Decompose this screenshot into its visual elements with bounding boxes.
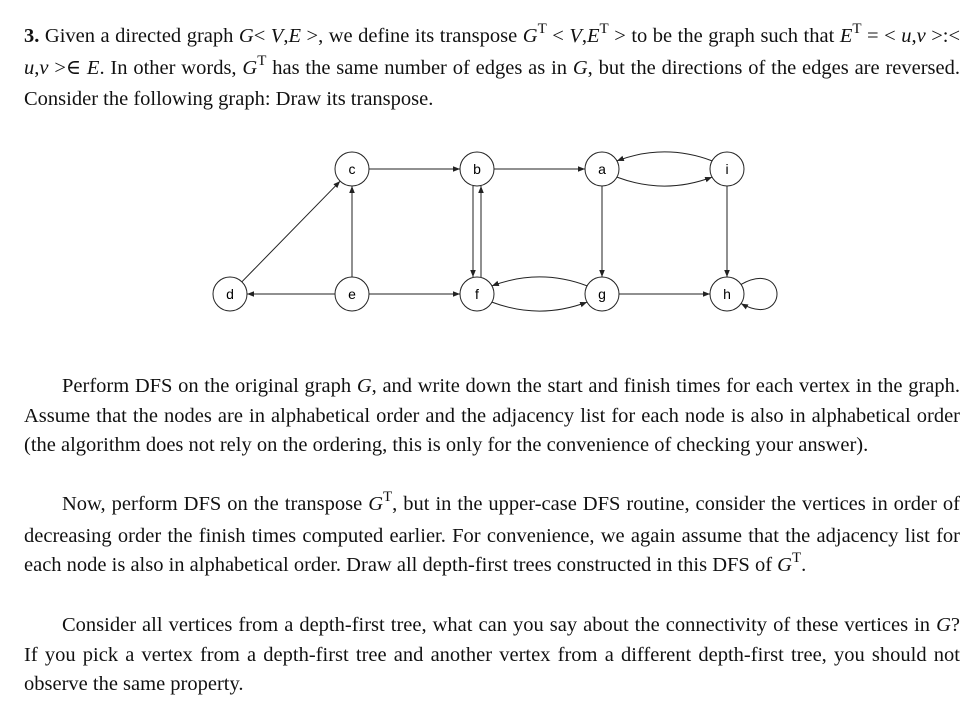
- math-lt: <: [253, 25, 266, 47]
- edge-f-to-g: [492, 302, 587, 311]
- math-lt: <: [552, 25, 564, 47]
- math-E: E: [288, 25, 301, 47]
- node-label-d: d: [226, 286, 234, 302]
- math-gt: >: [931, 25, 943, 47]
- math-E: E: [86, 56, 100, 79]
- math-u: u: [24, 56, 35, 79]
- node-b: [460, 152, 494, 186]
- math-V: V: [270, 25, 284, 47]
- node-label-b: b: [473, 161, 481, 177]
- math-lt: <: [884, 25, 896, 47]
- edge-h-to-h: [741, 278, 777, 309]
- math-sup-T: T: [599, 21, 609, 37]
- math-G: G: [238, 25, 254, 47]
- math-sup-T: T: [791, 550, 802, 566]
- node-d: [213, 277, 247, 311]
- text: has the same number of edges as in: [266, 56, 573, 79]
- math-comma: ,: [581, 25, 588, 47]
- node-g: [585, 277, 619, 311]
- edge-a-to-i: [617, 177, 712, 186]
- math-v: v: [39, 56, 49, 79]
- math-comma: ,: [34, 56, 40, 79]
- text: ? If you pick a vertex from a depth-first tree and another vertex from a different depth-first tree, you should not observe the same property.: [24, 614, 960, 695]
- node-h: [710, 277, 744, 311]
- graph-nodes: [213, 152, 744, 311]
- paragraph-dfs-original: [24, 372, 960, 461]
- node-label-h: h: [723, 286, 731, 302]
- math-gt: >: [614, 25, 626, 47]
- math-sup-T: T: [852, 21, 862, 37]
- node-label-c: c: [348, 161, 356, 177]
- problem-statement: [24, 22, 960, 115]
- edge-i-to-a: [617, 152, 712, 161]
- math-E: E: [587, 25, 600, 47]
- text: Perform DFS on the original graph: [62, 375, 357, 397]
- math-G: G: [522, 25, 538, 47]
- edge-g-to-f: [492, 277, 587, 286]
- text: . In other words,: [99, 56, 243, 79]
- text: , we define its transpose: [318, 25, 523, 47]
- node-label-g: g: [598, 286, 606, 302]
- node-a: [585, 152, 619, 186]
- node-label-a: a: [598, 161, 606, 177]
- text: Given a directed graph: [44, 25, 239, 47]
- problem-number: 3.: [24, 25, 40, 47]
- math-comma: ,: [911, 25, 917, 47]
- math-gt: >: [54, 56, 66, 79]
- math-G: G: [356, 375, 372, 397]
- math-gt: >: [306, 25, 319, 47]
- math-sup-T: T: [383, 489, 393, 505]
- math-E: E: [839, 25, 853, 47]
- math-lt: <: [948, 25, 961, 47]
- math-G: G: [572, 56, 588, 79]
- graph-edges: [242, 152, 777, 311]
- math-v: v: [916, 25, 926, 47]
- node-label-f: f: [475, 286, 479, 302]
- text: to be the graph such that: [625, 25, 840, 47]
- paragraph-connectivity: [24, 611, 960, 700]
- text: Consider all vertices from a depth-first tree, what can you say about the connectivity of these vertices in: [62, 614, 937, 636]
- math-G: G: [242, 56, 258, 79]
- math-G: G: [368, 493, 383, 515]
- node-e: [335, 277, 369, 311]
- math-G: G: [777, 554, 792, 576]
- directed-graph-diagram: [190, 140, 810, 330]
- node-i: [710, 152, 744, 186]
- text: , but the directions of the edges are reversed. Consider the following graph: Draw its transpose.: [24, 56, 960, 110]
- math-sup-T: T: [257, 52, 267, 69]
- text: .: [801, 554, 807, 576]
- node-label-e: e: [348, 286, 356, 302]
- math-u: u: [901, 25, 912, 47]
- math-V: V: [569, 25, 582, 47]
- paragraph-dfs-transpose: [24, 490, 960, 583]
- math-sup-T: T: [537, 21, 547, 37]
- node-c: [335, 152, 369, 186]
- math-G: G: [936, 614, 951, 636]
- text: Now, perform DFS on the transpose: [62, 493, 369, 515]
- math-colon: :: [942, 25, 949, 47]
- node-f: [460, 277, 494, 311]
- text: , but in the upper-case DFS routine, consider the vertices in order of decreasing order the finish times computed earlier. For convenience, we again assume that the adjacency list for each node is also in alphabetical order. Draw all depth-first trees constructed in this DFS of: [24, 493, 960, 576]
- node-label-i: i: [725, 161, 729, 177]
- math-eq: =: [861, 25, 885, 47]
- math-comma: ,: [283, 25, 289, 47]
- text: , and write down the start and finish times for each vertex in the graph. Assume that the nodes are in alphabetical order and the adjacency list for each node is also in alphabetical order (the algorithm does not rely on the ordering, this is only for the convenience of checking your answer).: [24, 375, 960, 456]
- math-in: ∈: [65, 56, 82, 79]
- edge-d-to-c: [242, 181, 340, 282]
